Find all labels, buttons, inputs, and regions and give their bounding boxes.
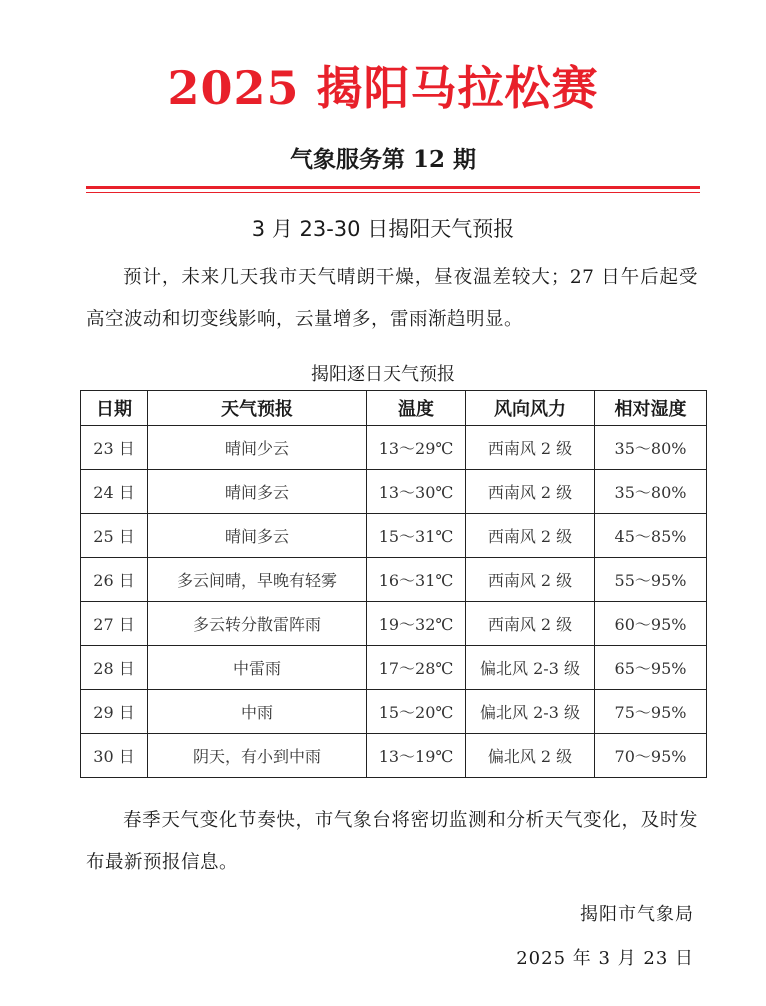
cell-humidity: 75～95% (595, 690, 707, 734)
cell-date: 23 日 (81, 426, 148, 470)
table-row (81, 514, 707, 558)
header-temperature: 温度 (367, 391, 466, 426)
issue-number: 气象服务第 12 期 (289, 146, 477, 173)
cell-date: 27 日 (81, 602, 148, 646)
cell-weather: 多云转分散雷阵雨 (148, 602, 367, 646)
issue-date: 2025 年 3 月 23 日 (516, 948, 694, 969)
table-row (81, 690, 707, 734)
cell-wind: 偏北风 2 级 (466, 734, 595, 778)
cell-weather: 晴间多云 (148, 514, 367, 558)
cell-temperature: 13～19℃ (367, 734, 466, 778)
table-row (81, 602, 707, 646)
header-divider-thin (86, 192, 700, 193)
cell-temperature: 13～30℃ (367, 470, 466, 514)
cell-date: 24 日 (81, 470, 148, 514)
cell-date: 30 日 (81, 734, 148, 778)
cell-wind: 偏北风 2-3 级 (466, 646, 595, 690)
header-wind: 风向风力 (466, 391, 595, 426)
cell-temperature: 16～31℃ (367, 558, 466, 602)
cell-humidity: 35～80% (595, 470, 707, 514)
cell-date: 26 日 (81, 558, 148, 602)
cell-temperature: 13～29℃ (367, 426, 466, 470)
table-row (81, 734, 707, 778)
table-row (81, 470, 707, 514)
cell-temperature: 15～31℃ (367, 514, 466, 558)
issuing-organization: 揭阳市气象局 (580, 904, 694, 925)
cell-weather: 中雨 (148, 690, 367, 734)
cell-humidity: 55～95% (595, 558, 707, 602)
closing-paragraph: 春季天气变化节奏快，市气象台将密切监测和分析天气变化，及时发布最新预报信息。 (86, 810, 698, 873)
cell-weather: 中雷雨 (148, 646, 367, 690)
cell-wind: 西南风 2 级 (466, 426, 595, 470)
cell-date: 29 日 (81, 690, 148, 734)
cell-wind: 西南风 2 级 (466, 470, 595, 514)
cell-weather: 多云间晴，早晚有轻雾 (148, 558, 367, 602)
table-title: 揭阳逐日天气预报 (311, 364, 455, 385)
cell-wind: 西南风 2 级 (466, 514, 595, 558)
cell-temperature: 17～28℃ (367, 646, 466, 690)
table-row (81, 646, 707, 690)
cell-weather: 晴间多云 (148, 470, 367, 514)
cell-humidity: 35～80% (595, 426, 707, 470)
header-date: 日期 (81, 391, 148, 426)
header-weather: 天气预报 (148, 391, 367, 426)
cell-temperature: 15～20℃ (367, 690, 466, 734)
cell-weather: 阴天，有小到中雨 (148, 734, 367, 778)
table-header-row (81, 391, 707, 426)
cell-wind: 西南风 2 级 (466, 602, 595, 646)
forecast-summary: 预计，未来几天我市天气晴朗干燥，昼夜温差较大；27 日午后起受高空波动和切变线影响，云量增多，雷雨渐趋明显。 (86, 267, 698, 330)
table-row (81, 558, 707, 602)
cell-date: 25 日 (81, 514, 148, 558)
forecast-section-title: 3 月 23-30 日揭阳天气预报 (251, 217, 515, 241)
cell-date: 28 日 (81, 646, 148, 690)
cell-weather: 晴间少云 (148, 426, 367, 470)
cell-humidity: 70～95% (595, 734, 707, 778)
daily-forecast-table (80, 390, 707, 778)
cell-wind: 西南风 2 级 (466, 558, 595, 602)
header-divider-thick (86, 186, 700, 189)
document-title: 2025 揭阳马拉松赛 (167, 61, 599, 115)
cell-humidity: 65～95% (595, 646, 707, 690)
cell-humidity: 60～95% (595, 602, 707, 646)
table-row (81, 426, 707, 470)
header-humidity: 相对湿度 (595, 391, 707, 426)
cell-temperature: 19～32℃ (367, 602, 466, 646)
cell-humidity: 45～85% (595, 514, 707, 558)
cell-wind: 偏北风 2-3 级 (466, 690, 595, 734)
